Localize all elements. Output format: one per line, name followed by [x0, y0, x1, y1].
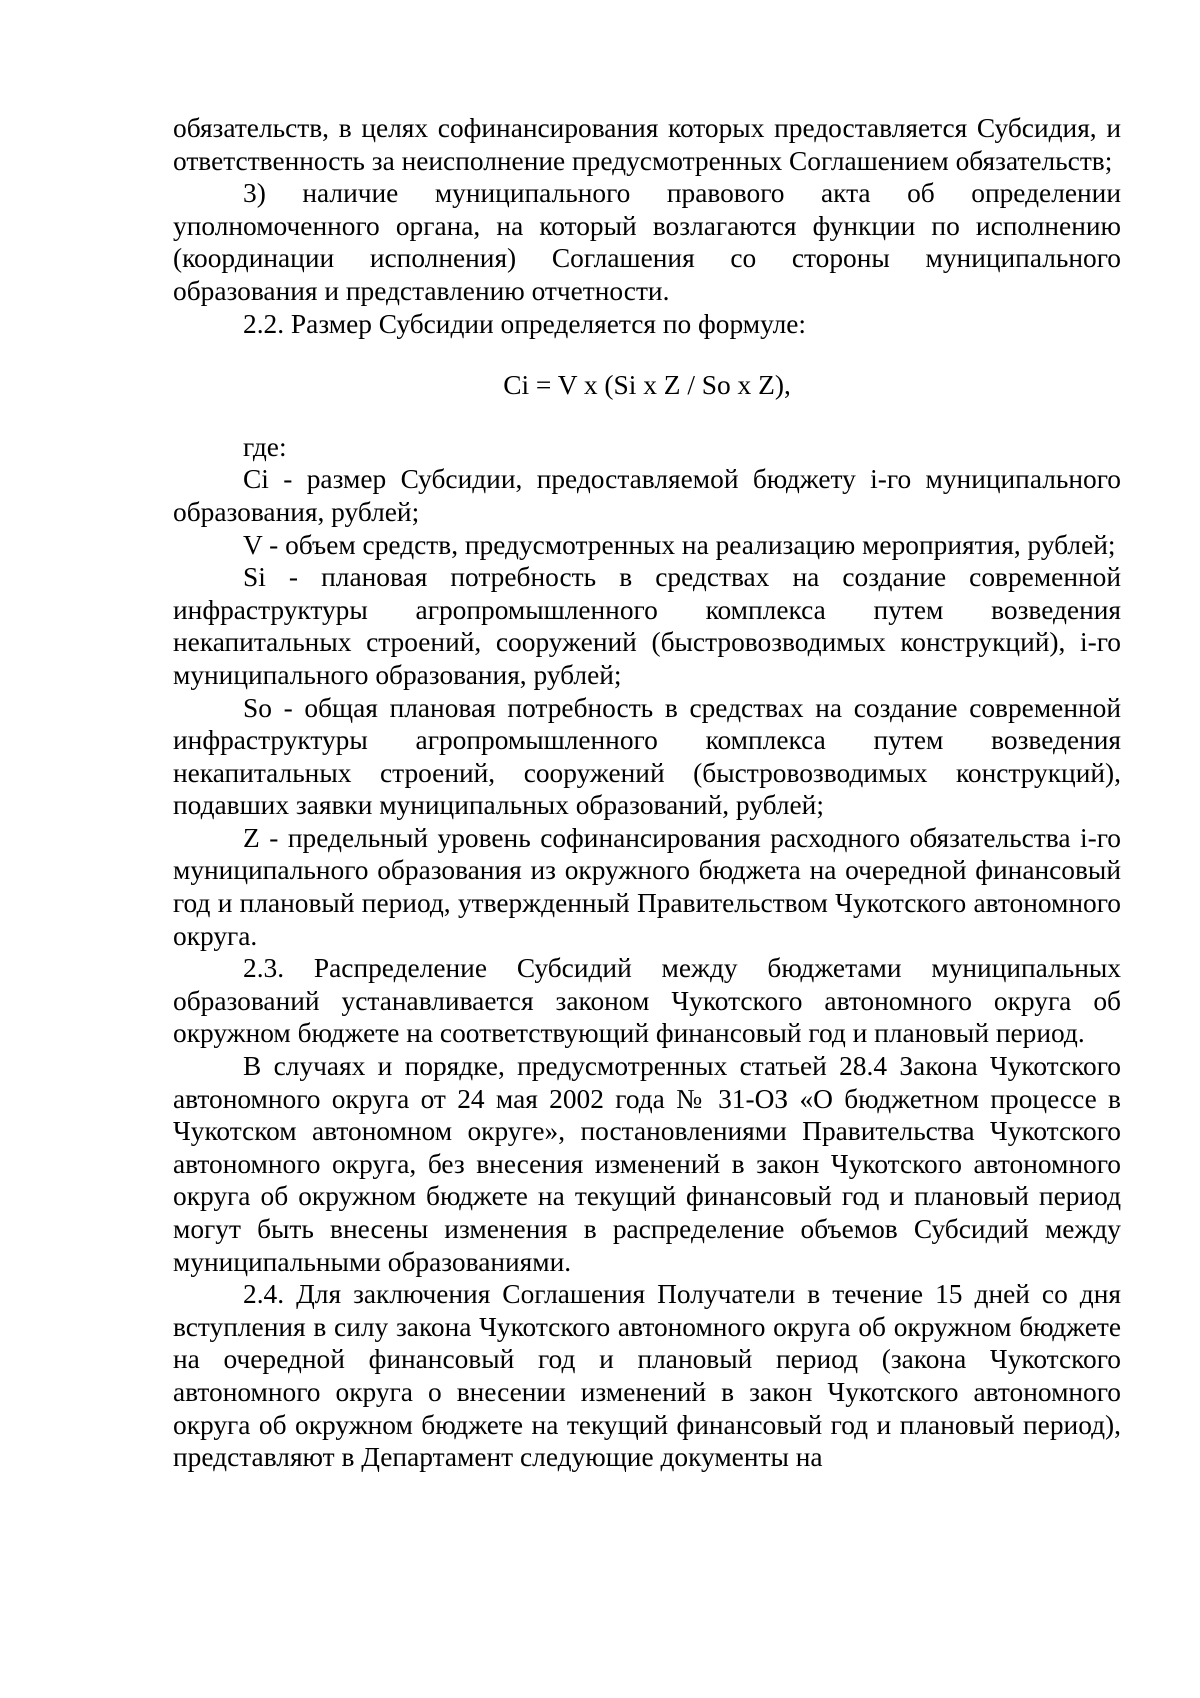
where-label: где:: [243, 431, 287, 462]
paragraph-2-2: 2.2. Размер Субсидии определяется по формуле:: [243, 308, 807, 339]
definition-ci: Ci - размер Субсидии, предоставляемой бюджету i-го муниципального образования, рублей;: [173, 464, 1121, 527]
paragraph-2-3: 2.3. Распределение Субсидий между бюджетами муниципальных образований устанавливается законом Чукотского автономного округа об окружном бюджете на соответствующий финансовый год и плановый период.: [173, 953, 1121, 1049]
definition-z: Z - предельный уровень софинансирования расходного обязательства i-го муниципального образования из окружного бюджета на очередной финансовый год и плановый период, утвержденный Правительством Чукотского автономного округа.: [173, 822, 1121, 951]
subsidy-formula: Ci = V x (Si x Z / So x Z),: [503, 370, 791, 401]
definition-si: Si - плановая потребность в средствах на создание современной инфраструктуры агропромышленного комплекса путем возведения некапитальных строений, сооружений (быстровозводимых конструкций), i-го муниципального образования, рублей;: [173, 562, 1121, 690]
paragraph-2-4: 2.4. Для заключения Соглашения Получатели в течение 15 дней со дня вступления в силу закона Чукотского автономного округа об окружном бюджете на очередной финансовый год и плановый период (закона Чукотского автономного округа о внесении изменений в закон Чукотского автономного округа об окружном бюджете на текущий финансовый год и плановый период), представляют в Департамент следующие документы на: [173, 1279, 1121, 1473]
document-page: [173, 112, 1121, 1474]
paragraph-changes-distribution: В случаях и порядке, предусмотренных статьей 28.4 Закона Чукотского автономного округа от 24 мая 2002 года № 31-ОЗ «О бюджетном процессе в Чукотском автономном округе», постановлениями Правительства Чукотского автономного округа, без внесения изменений в закон Чукотского автономного округа об окружном бюджете на текущий финансовый год и плановый период могут быть внесены изменения в распределение объемов Субсидий между муниципальными образованиями.: [173, 1051, 1121, 1277]
paragraph-obligations-continuation: обязательств, в целях софинансирования которых предоставляется Субсидия, и ответственность за неисполнение предусмотренных Соглашением обязательств;: [173, 113, 1121, 176]
paragraph-item-3: 3) наличие муниципального правового акта об определении уполномоченного органа, на который возлагаются функции по исполнению (координации исполнения) Соглашения со стороны муниципального образования и представлению отчетности.: [173, 178, 1121, 306]
definition-so: So - общая плановая потребность в средствах на создание современной инфраструктуры агропромышленного комплекса путем возведения некапитальных строений, сооружений (быстровозводимых конструкций), подавших заявки муниципальных образований, рублей;: [173, 692, 1121, 821]
definition-v: V - объем средств, предусмотренных на реализацию мероприятия, рублей;: [243, 529, 1116, 560]
